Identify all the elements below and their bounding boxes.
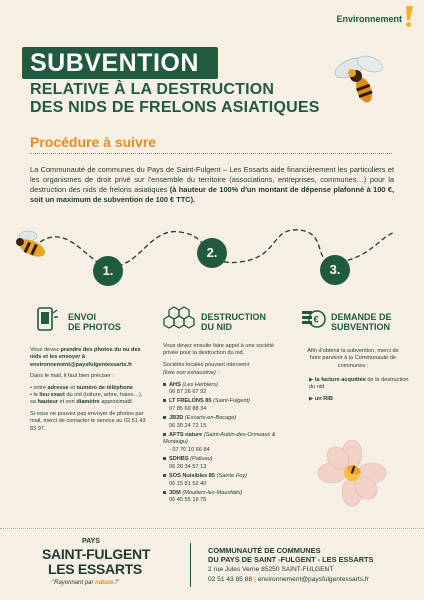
intro-paragraph: La Communauté de communes du Pays de Saint-Fulgent – Les Essarts aide financièrement les particuliers et les organismes de droit privé sur l'ensemble du territoire (associations, entreprises, communes…) pour la destruction des nids de frelons asiatiques (à hauteur de 100% d'un montant de dépense plafonné à 100 €, soit un maximum de subvention de 100 € TTC).	[30, 165, 394, 204]
company-item: 3DM (Moutiers-les-Mauxfaits) 06 45 55 19 75	[163, 490, 285, 505]
step-1-title: ENVOI DE PHOTOS	[68, 312, 121, 332]
page-title: SUBVENTION	[30, 49, 199, 77]
bee-illustration-icon	[12, 228, 52, 260]
step-3-content: Afin d'obtenir la subvention, merci de faire parvenir à la Communauté de communes :	[307, 348, 399, 369]
step-1-number: 1.	[93, 256, 123, 286]
community-name-line-2: DU PAYS DE SAINT -FULGENT - LES ESSARTS	[208, 555, 374, 564]
subtitle-line-1: RELATIVE À LA DESTRUCTION	[30, 81, 275, 98]
company-item: AFTS nature (Saint-Aubin-des-Ormeaux & Montaigu) - 07 70 10 66 84	[163, 432, 276, 453]
hornet-illustration-icon	[330, 52, 386, 108]
step-3-list: ▶ la facture acquittée de la destruction du nid ▶ un RIB	[309, 377, 409, 402]
company-item: LT FRELONS 85 (Saint-Fulgent) 07 85 69 88 34	[163, 398, 285, 413]
brand-name-line-1: SAINT-FULGENT	[42, 546, 151, 562]
step-1-content: Vous devez prendre des photos du ou des nids et les envoyer à environnement@paysfulgentessarts.fr Dans le mail, il faut bien préciser : • votre adresse et numéro de téléphone • le lieu exact du nid (toiture, arbre, haies…), sa hauteur et son diamètre approximatif. Si vous ne pouvez pas envoyer de photos par mail, merci de contacter le service au 02 51 43 83 97.	[30, 347, 146, 432]
step-2-content: Vous devez ensuite faire appel à une société privée pour la destruction du nid. Sociétés locales pouvant intervenir (liste non exhaustive) : AHS (Les Herbiers) 06 87 26 67 92 LT FRELONS 85 (Saint-Fulgent) 07 85 69 88 34 JB3D (Essarts-en-Bocage) 06 30 24 72 15 AFTS nature (Saint-Aubin-des-Ormeaux & Montaigu) - 07 70 10 66 84 SDHBS (Palluau) 06 26 34 57 13 SOS Nuisibles 85 (Sainte Foy) 06 15 81 52 40 3DM (Moutiers-les-Mauxfaits) 06 45 55 19 75	[163, 343, 285, 507]
company-list	[163, 382, 285, 505]
step-2-number: 2.	[197, 238, 227, 268]
company-item: SOS Nuisibles 85 (Sainte Foy) 06 15 81 52 40	[163, 473, 285, 488]
footer-divider	[0, 528, 424, 529]
brand-pays: PAYS	[82, 538, 100, 545]
footer-separator	[190, 543, 191, 587]
company-item: SDHBS (Palluau) 06 26 34 57 13	[163, 456, 285, 471]
procedure-divider	[30, 153, 392, 154]
subtitle-line-2: DES NIDS DE FRELONS ASIATIQUES	[30, 99, 320, 116]
nest-icon	[163, 306, 195, 332]
brand-name-line-2: LES ESSARTS	[48, 561, 142, 577]
step-3-title: DEMANDE DE SUBVENTION	[331, 312, 392, 332]
contact-line: 02 51 43 85 88 | environnement@paysfulgentessarts.fr	[208, 576, 369, 583]
address: 2 rue Jules Verne 85250 SAINT-FULGENT	[208, 566, 334, 573]
footer-email-link[interactable]: environnement@paysfulgentessarts.fr	[257, 576, 369, 583]
step-2-title: DESTRUCTION DU NID	[201, 312, 266, 332]
step-3-number: 3.	[320, 255, 350, 285]
exclamation-logo-icon	[402, 6, 416, 28]
company-item: JB3D (Essarts-en-Bocage) 06 30 24 72 15	[163, 415, 285, 430]
phone-number[interactable]: 02 51 43 85 88	[208, 576, 252, 583]
contact-email-link[interactable]: environnement@paysfulgentessarts.fr	[30, 361, 133, 368]
flower-bee-illustration-icon	[312, 440, 392, 510]
euro-coins-icon	[300, 305, 326, 331]
procedure-heading: Procédure à suivre	[30, 134, 157, 150]
brand-tagline: "Rayonnant par nature !"	[52, 580, 119, 586]
svg-text:€: €	[313, 314, 319, 325]
company-item: AHS (Les Herbiers) 06 87 26 67 92	[163, 382, 285, 397]
phone-camera-icon	[33, 306, 59, 332]
community-name-line-1: COMMUNAUTÉ DE COMMUNES	[208, 546, 321, 555]
category-label: Environnement	[336, 14, 402, 24]
